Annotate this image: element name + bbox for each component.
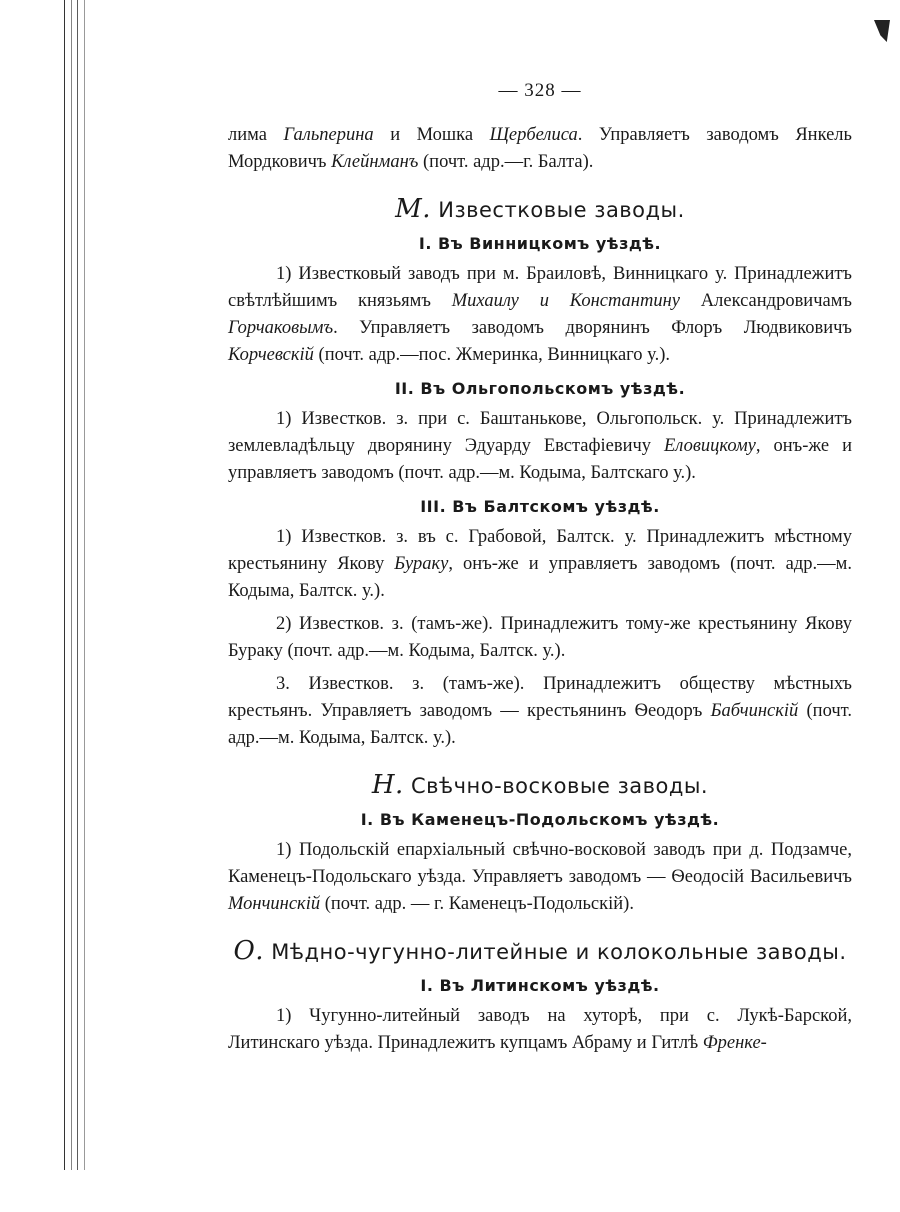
district-heading: I. Въ Каменецъ-Подольскомъ уѣздѣ.: [360, 810, 720, 829]
section-heading-n: [228, 770, 852, 800]
entry-paragraph: 2) Известков. з. (тамъ-же). Принадлежитъ тому-же крестьянину Якову Бураку (почт. адр.—м. Кодыма, Балтск. у.).: [228, 614, 852, 661]
text: (почт. адр.—м. Кодыма, Балтск. у.).: [228, 701, 852, 748]
text: (почт. адр.—г. Балта).: [418, 152, 594, 172]
text: (почт. адр.—пос. Жмеринка, Винницкаго у.).: [313, 345, 670, 365]
name: Гальперина: [283, 125, 374, 145]
section-letter: М.: [395, 194, 432, 224]
name: Корчевскій: [228, 345, 314, 365]
entry-paragraph: [228, 524, 852, 605]
intro-paragraph: [228, 122, 852, 176]
text: . Управляетъ заводомъ дворянинъ Флоръ Людвиковичъ: [333, 318, 852, 338]
entry-paragraph: [228, 837, 852, 918]
district-heading: I. Въ Винницкомъ уѣздѣ.: [418, 234, 662, 253]
section-title: Свѣчно-восковые заводы.: [403, 774, 709, 798]
name: Бураку: [394, 554, 449, 574]
name: Клейнманъ: [331, 152, 419, 172]
text: , онъ-же и управляетъ заводомъ (почт. адр.—м. Кодыма, Балтск. у.).: [228, 554, 852, 601]
text: 1) Известков. з. въ с. Грабовой, Балтск. у. Принадлежитъ мѣстному крестьянину Якову: [228, 527, 852, 574]
text: . Управляетъ заводомъ Янкель Мордковичъ: [228, 125, 852, 172]
text: 1) Подольскій епархіальный свѣчно-восковой заводъ при д. Подзамче, Каменецъ-Подольскаго уѣзда. Управляетъ заводомъ — Ѳеодосій Васильевичъ: [228, 840, 852, 887]
name: Мончинскій: [228, 894, 321, 914]
name: Щербелиса: [489, 125, 578, 145]
text: , онъ-же и управляетъ заводомъ (почт. адр.—м. Кодыма, Балтскаго у.).: [228, 436, 852, 483]
section-heading-m: [228, 194, 852, 224]
text: Александровичамъ: [679, 291, 852, 311]
text: 3. Известков. з. (тамъ-же). Принадлежитъ обществу мѣстныхъ крестьянъ. Управляетъ заводомъ — крестьянинъ Ѳеодоръ: [228, 674, 852, 721]
entry-paragraph: [228, 261, 852, 369]
document-page: [228, 80, 852, 1063]
name: Бабчинскій: [710, 701, 799, 721]
name: Френке-: [702, 1033, 767, 1053]
text: и Мошка: [373, 125, 490, 145]
district-heading: III. Въ Балтскомъ уѣздѣ.: [420, 497, 660, 516]
text: 1) Известков. з. при с. Баштанькове, Ольгопольск. у. Принадлежитъ землевладѣльцу дворянину Эдуарду Евстафіевичу: [228, 409, 852, 456]
section-title: Мѣдно-чугунно-литейные и колокольные заводы.: [264, 940, 847, 964]
name: Горчаковымъ: [228, 318, 334, 338]
name: Еловицкому: [664, 436, 756, 456]
section-heading-o: [228, 936, 852, 966]
section-title: Известковые заводы.: [431, 198, 685, 222]
entry-paragraph: [228, 671, 852, 752]
district-heading: II. Въ Ольгопольскомъ уѣздѣ.: [394, 379, 686, 398]
name: Михаилу и Константину: [451, 291, 680, 311]
entry-paragraph: [228, 406, 852, 487]
text: 1) Чугунно-литейный заводъ на хуторѣ, при с. Лукѣ-Барской, Литинскаго уѣзда. Принадлежитъ купцамъ Абраму и Гитлѣ: [228, 1006, 852, 1053]
page-corner-mark: [874, 20, 890, 42]
district-heading: I. Въ Литинскомъ уѣздѣ.: [420, 976, 660, 995]
section-letter: Н.: [371, 770, 404, 800]
text: (почт. адр. — г. Каменецъ-Подольскій).: [320, 894, 634, 914]
entry-paragraph: [228, 1003, 852, 1057]
page-number: — 328 —: [498, 80, 582, 101]
text: лима: [228, 125, 284, 145]
section-letter: О.: [233, 936, 265, 966]
book-binding-edge: [62, 0, 90, 1170]
text: 1) Известковый заводъ при м. Браиловѣ, Винницкаго у. Принадлежитъ свѣтлѣйшимъ князьямъ: [228, 264, 852, 311]
